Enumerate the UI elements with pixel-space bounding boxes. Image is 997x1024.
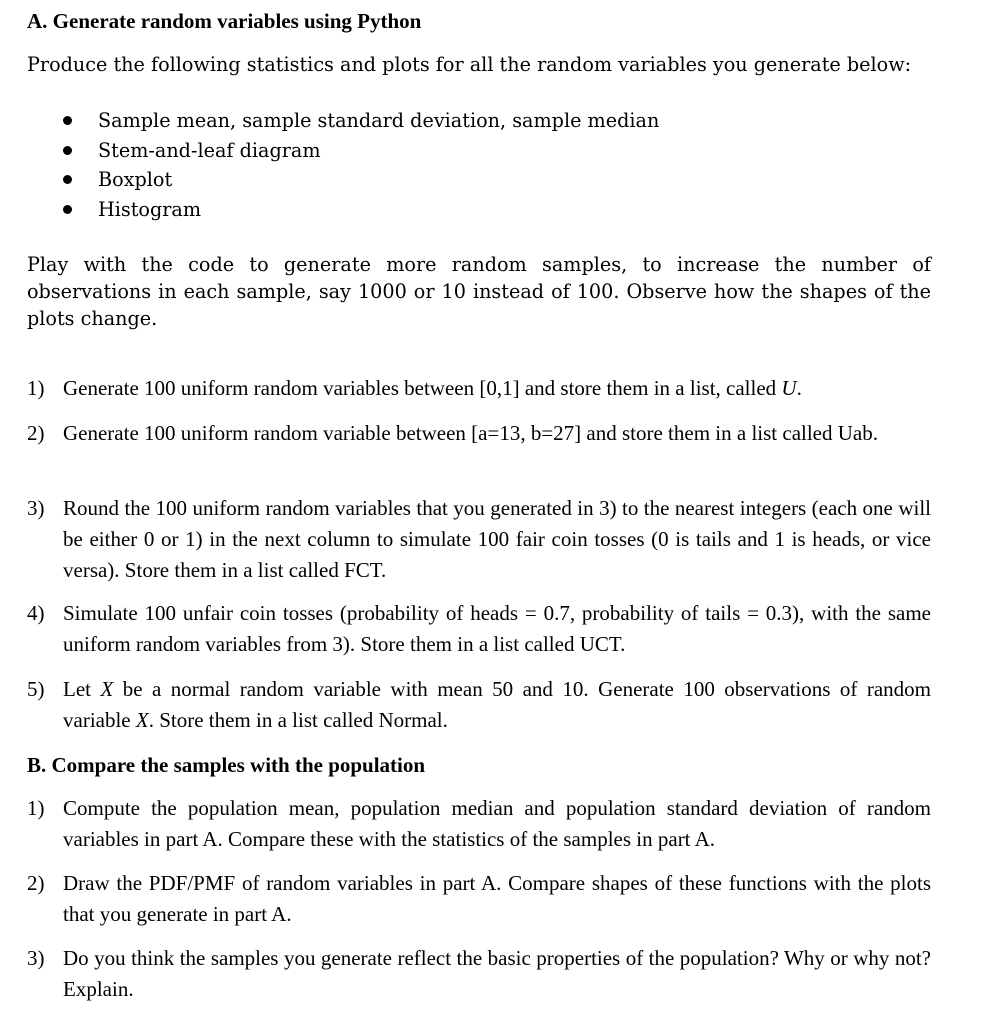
section-b-item-3 <box>27 943 931 1005</box>
section-a-item-2 <box>27 418 931 449</box>
item-number: 1) <box>27 376 45 400</box>
item-text-part: . Store them in a list called Normal. <box>148 708 448 732</box>
item-text: Compute the population mean, population median and population standard deviation of random variables in part A. Compare these with the statistics of the samples in part A. <box>63 796 931 851</box>
section-b-item-2 <box>27 868 931 930</box>
bullet-text: Histogram <box>98 197 202 221</box>
item-text-part: be a normal random variable with mean 50 and 10. Generate 100 observations of random variable <box>63 677 931 732</box>
item-text-part: Generate 100 uniform random variables between [0,1] and store them in a list, called <box>63 376 782 400</box>
section-a-intro: Produce the following statistics and plots for all the random variables you generate below: <box>27 53 912 76</box>
bullet-item <box>60 165 659 195</box>
item-text: Do you think the samples you generate reflect the basic properties of the population? Why or why not? Explain. <box>63 946 931 1001</box>
item-text: Draw the PDF/PMF of random variables in part A. Compare shapes of these functions with the plots that you generate in part A. <box>63 871 931 926</box>
item-number: 2) <box>27 871 45 895</box>
section-a-item-3 <box>27 493 931 586</box>
play-paragraph: Play with the code to generate more random samples, to increase the number of observations in each sample, say 1000 or 10 instead of 100. Observe how the shapes of the plots change. <box>27 253 931 330</box>
bullet-text: Stem-and-leaf diagram <box>98 138 321 162</box>
item-text-part: . <box>796 376 802 400</box>
item-number: 1) <box>27 796 45 820</box>
item-number: 3) <box>27 496 45 520</box>
item-text <box>63 674 931 736</box>
item-text-italic: X <box>100 677 114 701</box>
bullet-dot-icon <box>63 116 72 125</box>
section-a-item-1 <box>27 373 931 404</box>
item-number: 3) <box>27 946 45 970</box>
item-text: Simulate 100 unfair coin tosses (probability of heads = 0.7, probability of tails = 0.3), with the same uniform random variables from 3). Store them in a list called UCT. <box>63 601 931 656</box>
section-a-item-5 <box>27 674 931 736</box>
item-text: Generate 100 uniform random variable between [a=13, b=27] and store them in a list called Uab. <box>63 421 878 445</box>
section-b-title: B. Compare the samples with the population <box>27 753 426 777</box>
section-a-title: A. Generate random variables using Python <box>27 9 422 33</box>
item-text: Round the 100 uniform random variables that you generated in 3) to the nearest integers (each one will be either 0 or 1) in the next column to simulate 100 fair coin tosses (0 is tails and 1 is heads, or vice versa). Store them in a list called FCT. <box>63 496 931 582</box>
item-text-italic: X <box>135 708 149 732</box>
section-a-item-4 <box>27 598 931 660</box>
bullet-item <box>60 136 659 166</box>
statistics-bullet-list <box>60 106 659 224</box>
item-number: 5) <box>27 677 45 701</box>
bullet-dot-icon <box>63 205 72 214</box>
item-number: 4) <box>27 601 45 625</box>
bullet-dot-icon <box>63 146 72 155</box>
bullet-item <box>60 195 659 225</box>
bullet-text: Boxplot <box>98 168 173 191</box>
section-b-item-1 <box>27 793 931 855</box>
item-number: 2) <box>27 421 45 445</box>
item-text-part: Let <box>63 677 101 701</box>
bullet-text: Sample mean, sample standard deviation, sample median <box>98 109 660 132</box>
bullet-item <box>60 106 659 136</box>
item-text-italic: U <box>781 376 797 400</box>
bullet-dot-icon <box>63 175 72 184</box>
item-text <box>63 373 931 404</box>
